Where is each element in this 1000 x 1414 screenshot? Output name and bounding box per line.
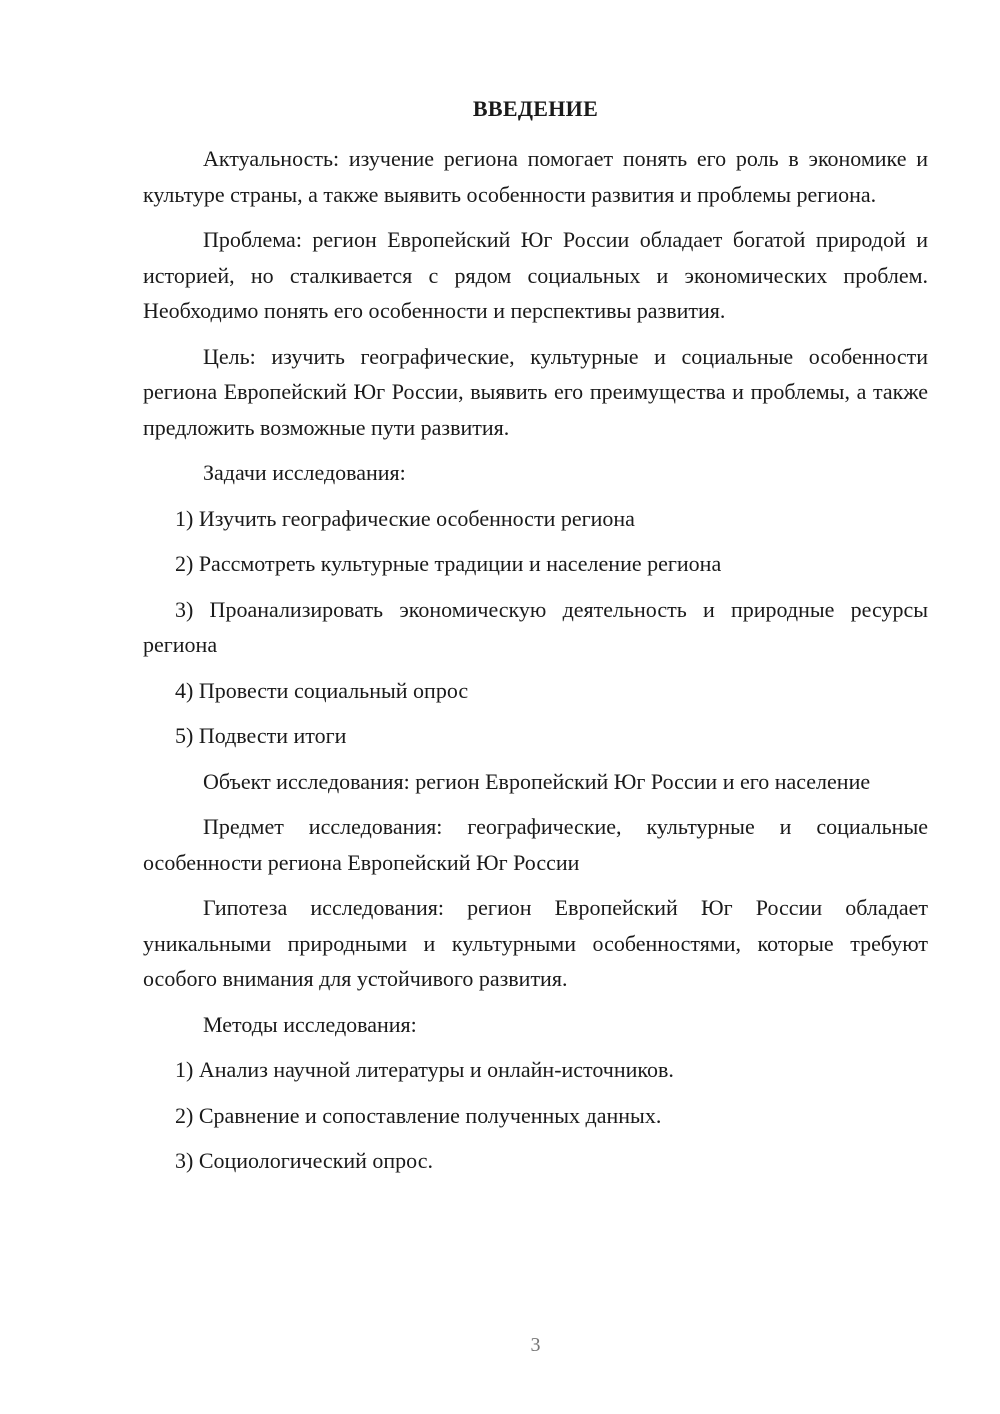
task-item: 2) Рассмотреть культурные традиции и население региона bbox=[175, 551, 722, 576]
relevance-paragraph: Актуальность: изучение региона помогает понять его роль в экономике и культуре страны, а также выявить особенности развития и проблемы региона. bbox=[143, 146, 928, 207]
method-item: 1) Анализ научной литературы и онлайн-источников. bbox=[175, 1057, 674, 1082]
task-item: 5) Подвести итоги bbox=[175, 723, 347, 748]
goal-paragraph: Цель: изучить географические, культурные и социальные особенности региона Европейский Юг России, выявить его преимущества и проблемы, а также предложить возможные пути развития. bbox=[143, 343, 928, 440]
page-title: ВВЕДЕНИЕ bbox=[472, 96, 599, 121]
problem-paragraph: Проблема: регион Европейский Юг России обладает богатой природой и историей, но сталкивается с рядом социальных и экономических проблем. Необходимо понять его особенности и перспективы развития. bbox=[143, 227, 928, 323]
task-item: 3) Проанализировать экономическую деятельность и природные ресурсы региона bbox=[143, 596, 928, 657]
task-item: 1) Изучить географические особенности региона bbox=[175, 505, 635, 531]
document-page bbox=[143, 0, 928, 1414]
subject-paragraph: Предмет исследования: географические, культурные и социальные особенности региона Европейский Юг России bbox=[143, 814, 928, 875]
method-item: 2) Сравнение и сопоставление полученных данных. bbox=[175, 1102, 662, 1128]
object-paragraph: Объект исследования: регион Европейский Юг России и его население bbox=[203, 768, 871, 794]
tasks-heading: Задачи исследования: bbox=[203, 460, 406, 485]
methods-heading: Методы исследования: bbox=[203, 1011, 417, 1037]
method-item: 3) Социологический опрос. bbox=[175, 1148, 433, 1173]
hypothesis-paragraph: Гипотеза исследования: регион Европейский Юг России обладает уникальными природными и культурными особенностями, которые требуют особого внимания для устойчивого развития. bbox=[143, 895, 928, 991]
document-body bbox=[143, 141, 928, 1189]
task-item: 4) Провести социальный опрос bbox=[175, 677, 469, 703]
page-number: 3 bbox=[530, 1334, 541, 1356]
